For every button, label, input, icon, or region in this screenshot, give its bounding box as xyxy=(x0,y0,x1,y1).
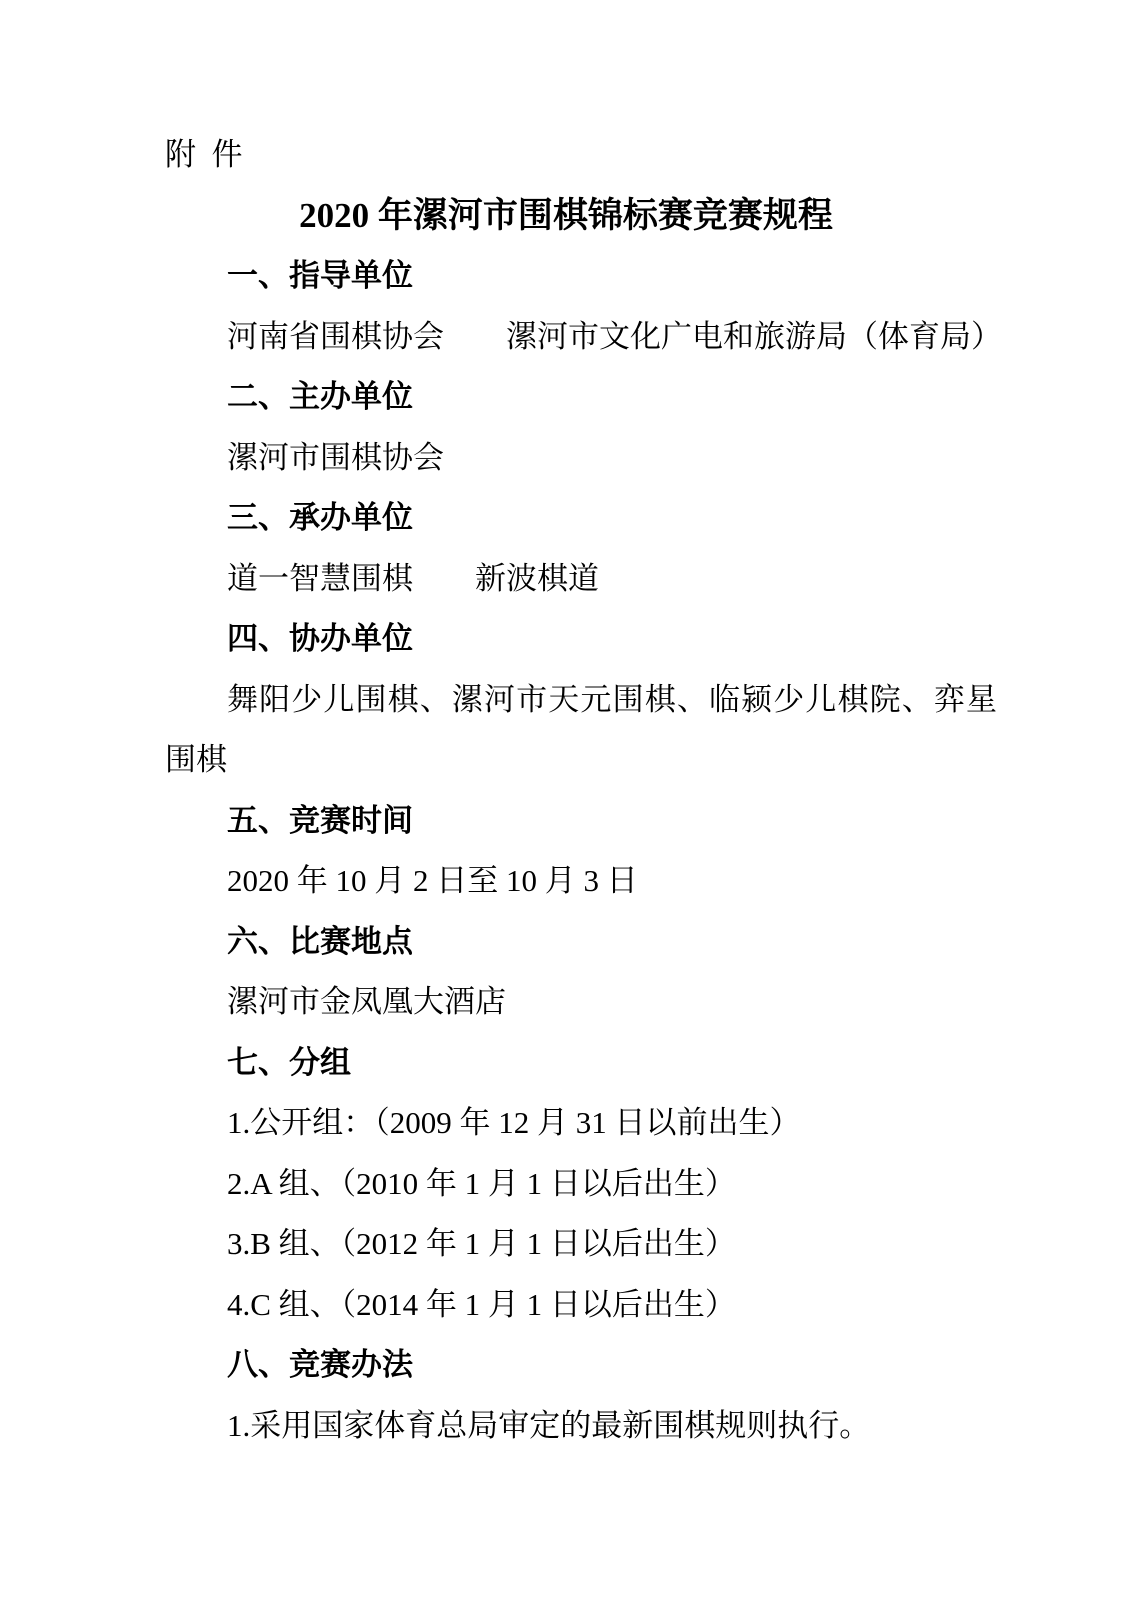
paragraph-competition-time: 2020 年 10 月 2 日至 10 月 3 日 xyxy=(227,863,638,898)
paragraph-co-organizing-units-line2: 围棋 xyxy=(165,742,227,777)
section-heading-venue: 六、比赛地点 xyxy=(227,923,413,959)
paragraph-competition-method: 1.采用国家体育总局审定的最新围棋规则执行。 xyxy=(227,1407,871,1443)
section-heading-host-units: 二、主办单位 xyxy=(227,379,413,414)
document-title: 2020 年漯河市围棋锦标赛竞赛规程 xyxy=(299,195,833,235)
section-heading-guiding-units: 一、指导单位 xyxy=(227,258,413,293)
section-heading-organizing-units: 三、承办单位 xyxy=(227,500,413,535)
section-heading-competition-time: 五、竞赛时间 xyxy=(227,802,413,838)
paragraph-group-b: 3.B 组、（2012 年 1 月 1 日以后出生） xyxy=(227,1226,736,1261)
paragraph-group-open: 1.公开组：（2009 年 12 月 31 日以前出生） xyxy=(227,1105,801,1140)
paragraph-venue: 漯河市金凤凰大酒店 xyxy=(227,984,506,1019)
attachment-label: 附 件 xyxy=(165,137,243,172)
paragraph-group-c: 4.C 组、（2014 年 1 月 1 日以后出生） xyxy=(227,1286,736,1322)
paragraph-guiding-units: 河南省围棋协会 漯河市文化广电和旅游局（体育局） xyxy=(227,318,1002,354)
section-heading-groups: 七、分组 xyxy=(227,1044,351,1080)
paragraph-group-a: 2.A 组、（2010 年 1 月 1 日以后出生） xyxy=(227,1165,736,1201)
paragraph-co-organizing-units-line1: 舞阳少儿围棋、漯河市天元围棋、临颍少儿棋院、弈星 xyxy=(227,681,997,717)
section-heading-co-organizing-units: 四、协办单位 xyxy=(227,621,413,656)
section-heading-competition-method: 八、竞赛办法 xyxy=(227,1347,413,1382)
paragraph-host-units: 漯河市围棋协会 xyxy=(227,439,444,475)
paragraph-organizing-units: 道一智慧围棋 新波棋道 xyxy=(227,560,599,596)
